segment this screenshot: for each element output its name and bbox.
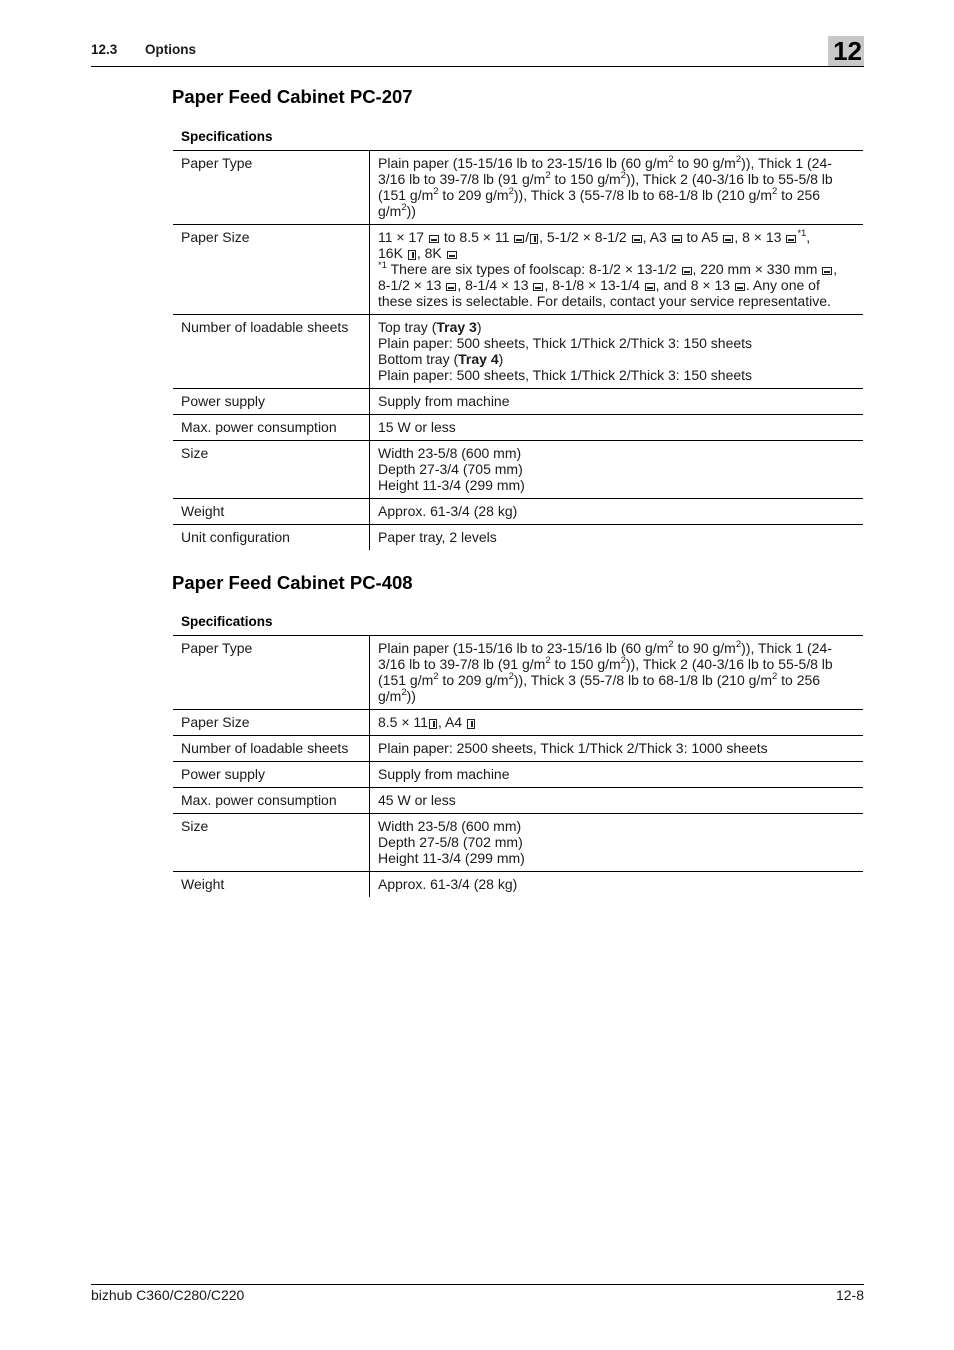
landscape-paper-icon [533, 283, 543, 291]
landscape-paper-icon [446, 283, 456, 291]
row-label: Paper Type [173, 636, 370, 710]
row-value: Approx. 61-3/4 (28 kg) [378, 503, 518, 519]
pc408-spec-label: Specifications [181, 614, 273, 629]
table-row [173, 788, 863, 814]
paper-type-value: Plain paper (15-15/16 lb to 23-15/16 lb (60 $g/m^2$ to 90 $g/m^2$)), Thick 1 (24-3/16 lb to 39-7/8 lb (91 $g/m^2$ to 150 $g/m^2$)), Thick 2 (40-3/16 lb to 55-5/8 lb (151 $g/m^2$ to 209 $g/m^2$)), Thick 3 (55-7/8 lb to 68-1/8 lb (210 $g/m^2$ to 256 $g/m^2$)) [378, 639, 833, 704]
portrait-paper-icon [467, 719, 475, 729]
portrait-paper-icon [429, 719, 437, 729]
row-label: Weight [173, 499, 370, 525]
pc408-heading: Paper Feed Cabinet PC-408 [172, 572, 413, 593]
table-row [173, 315, 863, 389]
row-label: Power supply [173, 762, 370, 788]
row-value: Paper tray, 2 levels [378, 529, 497, 545]
row-label: Power supply [173, 389, 370, 415]
landscape-paper-icon [735, 283, 745, 291]
row-label: Size [173, 441, 370, 499]
table-row [173, 499, 863, 525]
landscape-paper-icon [682, 267, 692, 275]
landscape-paper-icon [514, 235, 524, 243]
section-number: 12.3 [91, 42, 118, 57]
landscape-paper-icon [447, 251, 457, 259]
pc207-heading: Paper Feed Cabinet PC-207 [172, 86, 413, 107]
table-row [173, 389, 863, 415]
row-label: Number of loadable sheets [173, 315, 370, 389]
landscape-paper-icon [429, 235, 439, 243]
row-value: Supply from machine [378, 393, 510, 409]
page-number: 12-8 [835, 1287, 864, 1303]
table-row [173, 151, 863, 225]
row-label: Max. power consumption [173, 788, 370, 814]
row-label: Paper Size [173, 225, 370, 315]
landscape-paper-icon [786, 235, 796, 243]
landscape-paper-icon [723, 235, 733, 243]
row-value: Approx. 61-3/4 (28 kg) [378, 876, 518, 892]
table-row [173, 415, 863, 441]
paper-type-value: Plain paper (15-15/16 lb to 23-15/16 lb (60 $g/m^2$ to 90 $g/m^2$)), Thick 1 (24-3/16 lb to 39-7/8 lb (91 $g/m^2$ to 150 $g/m^2$)), Thick 2 (40-3/16 lb to 55-5/8 lb (151 $g/m^2$ to 209 $g/m^2$)), Thick 3 (55-7/8 lb to 68-1/8 lb (210 $g/m^2$ to 256 $g/m^2$)) [378, 154, 833, 219]
row-label: Paper Size [173, 710, 370, 736]
row-value: 15 W or less [378, 419, 456, 435]
paper-size-value: 8.5 × 11 , A4 [370, 710, 864, 736]
portrait-paper-icon [408, 250, 416, 260]
row-label: Unit configuration [173, 525, 370, 551]
table-row [173, 225, 863, 315]
size-value: Width 23-5/8 (600 mm) Depth 27-5/8 (702 mm) Height 11-3/4 (299 mm) [378, 818, 525, 866]
table-row [173, 814, 863, 872]
product-name: bizhub C360/C280/C220 [91, 1287, 245, 1303]
table-row [173, 762, 863, 788]
row-label: Size [173, 814, 370, 872]
row-value: Supply from machine [378, 766, 510, 782]
table-row [173, 441, 863, 499]
landscape-paper-icon [672, 235, 682, 243]
chapter-number: 12 [828, 36, 864, 66]
size-value: Width 23-5/8 (600 mm) Depth 27-3/4 (705 mm) Height 11-3/4 (299 mm) [378, 445, 525, 493]
landscape-paper-icon [645, 283, 655, 291]
row-label: Max. power consumption [173, 415, 370, 441]
table-row [173, 736, 863, 762]
page-header [91, 36, 864, 67]
section-title: Options [145, 42, 196, 57]
row-label: Number of loadable sheets [173, 736, 370, 762]
pc207-spec-label: Specifications [181, 129, 273, 144]
table-row [173, 636, 863, 710]
pc408-spec-table [173, 635, 863, 897]
row-value: 45 W or less [378, 792, 456, 808]
landscape-paper-icon [632, 235, 642, 243]
landscape-paper-icon [822, 267, 832, 275]
page-footer [91, 1284, 864, 1303]
row-value: Plain paper: 2500 sheets, Thick 1/Thick 2/Thick 3: 1000 sheets [378, 740, 768, 756]
paper-size-value: 11 × 17 to 8.5 × 11 / , 5-1/2 × 8-1/2 , A3 to A5 , 8 × 13 $^{*1}$, 16K , 8K $^{*1}$ There are six types of foolscap: 8-1/2 × 13-1/2 , 220 mm × 330 mm , 8-1/2 × 13 , 8-1/4 × 13 , 8-1/8 × 13-1/4 , and 8 × 13 . Any one of these sizes is selectable. For details, contact your service representative. [378, 228, 838, 309]
table-row [173, 872, 863, 898]
portrait-paper-icon [530, 234, 538, 244]
loadable-sheets-value: Top tray (Tray 3) Plain paper: 500 sheets, Thick 1/Thick 2/Thick 3: 150 sheets Bottom tray (Tray 4) Plain paper: 500 sheets, Thick 1/Thick 2/Thick 3: 150 sheets [378, 319, 753, 383]
row-label: Paper Type [173, 151, 370, 225]
row-label: Weight [173, 872, 370, 898]
table-row [173, 525, 863, 551]
table-row [173, 710, 863, 736]
pc207-spec-table [173, 150, 863, 550]
